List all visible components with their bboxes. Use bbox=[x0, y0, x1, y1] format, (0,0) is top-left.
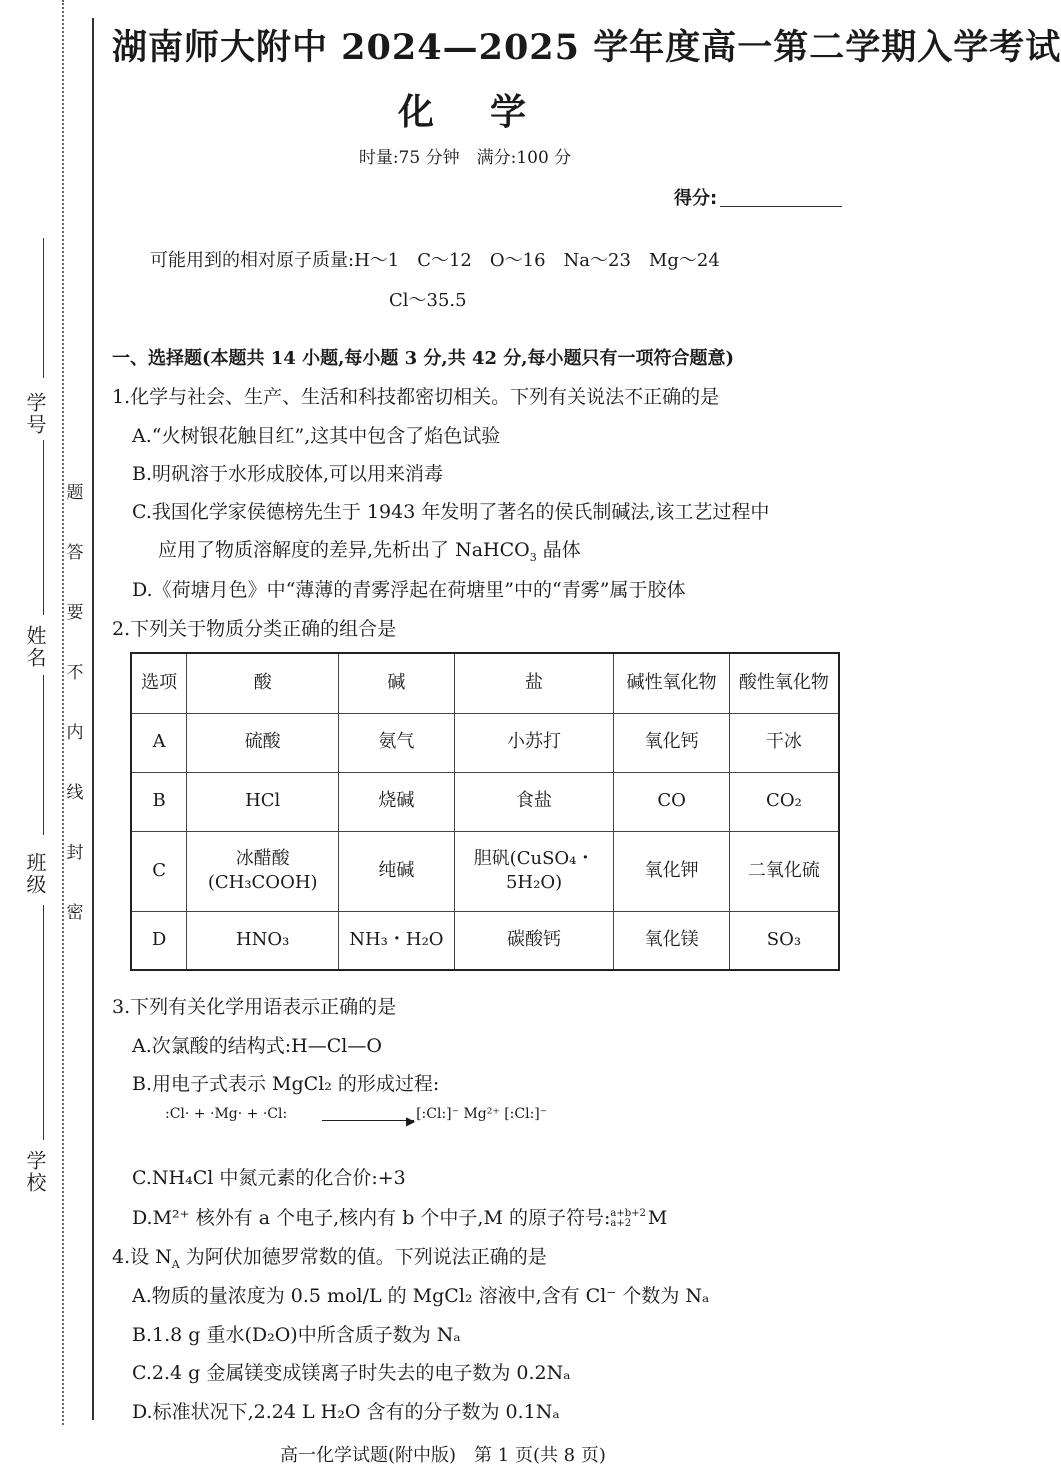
question-3-option-c: C.NH₄Cl 中氮元素的化合价:+3 bbox=[132, 1167, 406, 1189]
table-cell: 小苏打 bbox=[454, 713, 614, 772]
question-3-option-a: A.次氯酸的结构式:H—Cl—O bbox=[132, 1035, 382, 1057]
question-1-stem: 1.化学与社会、生产、生活和科技都密切相关。下列有关说法不正确的是 bbox=[112, 386, 720, 408]
seal-warning-char: 答 bbox=[66, 543, 84, 563]
table-cell: 胆矾(CuSO₄・5H₂O) bbox=[454, 831, 614, 911]
table-cell: 冰醋酸(CH₃COOH) bbox=[187, 831, 339, 911]
reaction-arrow bbox=[322, 1120, 414, 1121]
seal-dashed-line bbox=[62, 0, 64, 1425]
table-cell: CO bbox=[614, 772, 730, 831]
table-cell: C bbox=[131, 831, 187, 911]
class-label: 班级 bbox=[23, 852, 47, 896]
table-row bbox=[131, 831, 839, 911]
table-cell: 烧碱 bbox=[339, 772, 455, 831]
table-cell: 硫酸 bbox=[187, 713, 339, 772]
question-1-option-b: B.明矾溶于水形成胶体,可以用来消毒 bbox=[132, 463, 444, 485]
classification-table bbox=[130, 652, 840, 971]
time-and-score-info: 时量:75 分钟 满分:100 分 bbox=[358, 148, 572, 168]
table-header-cell: 碱 bbox=[339, 653, 455, 713]
section-heading: 一、选择题(本题共 14 小题,每小题 3 分,共 42 分,每小题只有一项符合题意) bbox=[112, 348, 735, 369]
exam-title: 湖南师大附中 2024—2025 学年度高一第二学期入学考试 bbox=[112, 27, 1061, 68]
arrow-head-icon: ▶ bbox=[406, 1114, 416, 1128]
atomic-number: a+2 bbox=[610, 1218, 632, 1229]
table-header-cell: 盐 bbox=[454, 653, 614, 713]
name-label: 姓名 bbox=[23, 625, 47, 669]
school-label: 学校 bbox=[23, 1150, 47, 1194]
table-cell: CO₂ bbox=[729, 772, 839, 831]
score-label: 得分: bbox=[674, 188, 718, 209]
table-cell: 氧化钾 bbox=[614, 831, 730, 911]
question-4-stem: 4.设 $N_A$ 为阿伏加德罗常数的值。下列说法正确的是 bbox=[112, 1246, 547, 1271]
table-cell: 碳酸钙 bbox=[454, 911, 614, 970]
table-cell: HNO₃ bbox=[187, 911, 339, 970]
table-cell: 氧化镁 bbox=[614, 911, 730, 970]
page-footer: 高一化学试题(附中版) 第 1 页(共 8 页) bbox=[280, 1445, 606, 1466]
question-4-option-d: D.标准状况下,2.24 L H₂O 含有的分子数为 0.1Nₐ bbox=[132, 1401, 560, 1423]
question-1-option-d: D.《荷塘月色》中“薄薄的青雾浮起在荷塘里”中的“青雾”属于胶体 bbox=[132, 579, 686, 601]
table-header-row bbox=[131, 653, 839, 713]
table-row bbox=[131, 713, 839, 772]
question-1-option-c-cont: 应用了物质溶解度的差异,先析出了 NaHCO$_3$ 晶体 bbox=[158, 539, 581, 564]
table-header-cell: 酸 bbox=[187, 653, 339, 713]
table-cell: 食盐 bbox=[454, 772, 614, 831]
table-cell: B bbox=[131, 772, 187, 831]
student-id-label: 学号 bbox=[23, 392, 47, 436]
table-row bbox=[131, 911, 839, 970]
atomic-mass-line-1: 可能用到的相对原子质量:H～1 C～12 O～16 Na～23 Mg～24 bbox=[150, 250, 720, 271]
table-header-cell: 酸性氧化物 bbox=[729, 653, 839, 713]
table-cell: 干冰 bbox=[729, 713, 839, 772]
atomic-mass-line-2: Cl～35.5 bbox=[389, 290, 467, 311]
student-id-fill-line bbox=[43, 238, 44, 378]
question-4-option-b: B.1.8 g 重水(D₂O)中所含质子数为 Nₐ bbox=[132, 1324, 461, 1346]
table-cell: A bbox=[131, 713, 187, 772]
school-fill-line bbox=[43, 905, 44, 1140]
question-4-option-a: A.物质的量浓度为 0.5 mol/L 的 MgCl₂ 溶液中,含有 Cl⁻ 个数为 Nₐ bbox=[132, 1285, 710, 1307]
table-header-cell: 选项 bbox=[131, 653, 187, 713]
seal-warning-char: 线 bbox=[66, 783, 84, 803]
subject-title: 化学 bbox=[397, 91, 582, 133]
question-3-option-d: D.M²⁺ 核外有 a 个电子,核内有 b 个中子,M 的原子符号: a+b+2 a+2 M bbox=[132, 1207, 668, 1229]
class-fill-line bbox=[43, 675, 44, 835]
seal-warning-char: 内 bbox=[66, 723, 84, 743]
table-cell: 氧化钙 bbox=[614, 713, 730, 772]
question-3-option-b: B.用电子式表示 MgCl₂ 的形成过程: bbox=[132, 1073, 440, 1095]
question-2-stem: 2.下列关于物质分类正确的组合是 bbox=[112, 618, 397, 640]
score-blank[interactable] bbox=[720, 206, 842, 207]
seal-warning-char: 要 bbox=[66, 603, 84, 623]
seal-warning-char: 不 bbox=[66, 663, 84, 683]
table-cell: D bbox=[131, 911, 187, 970]
seal-warning-char: 封 bbox=[66, 843, 84, 863]
table-cell: NH₃・H₂O bbox=[339, 911, 455, 970]
seal-warning-char: 密 bbox=[66, 903, 84, 923]
reactants: :Cl· + ·Mg· + ·Cl: bbox=[165, 1106, 288, 1122]
table-cell: 氨气 bbox=[339, 713, 455, 772]
table-cell: 二氧化硫 bbox=[729, 831, 839, 911]
question-3-stem: 3.下列有关化学用语表示正确的是 bbox=[112, 996, 397, 1018]
table-cell: SO₃ bbox=[729, 911, 839, 970]
name-fill-line bbox=[43, 440, 44, 615]
table-cell: HCl bbox=[187, 772, 339, 831]
table-header-cell: 碱性氧化物 bbox=[614, 653, 730, 713]
margin-rule bbox=[92, 18, 94, 1420]
seal-warning-char: 题 bbox=[66, 483, 84, 503]
question-4-option-c: C.2.4 g 金属镁变成镁离子时失去的电子数为 0.2Nₐ bbox=[132, 1362, 571, 1384]
question-1-option-a: A.“火树银花触目红”,这其中包含了焰色试验 bbox=[132, 425, 501, 447]
table-row bbox=[131, 772, 839, 831]
question-1-option-c: C.我国化学家侯德榜先生于 1943 年发明了著名的侯氏制碱法,该工艺过程中 bbox=[132, 501, 770, 523]
mass-number: a+b+2 bbox=[610, 1208, 646, 1219]
product: [:Cl:]⁻ Mg²⁺ [:Cl:]⁻ bbox=[416, 1106, 548, 1122]
table-cell: 纯碱 bbox=[339, 831, 455, 911]
